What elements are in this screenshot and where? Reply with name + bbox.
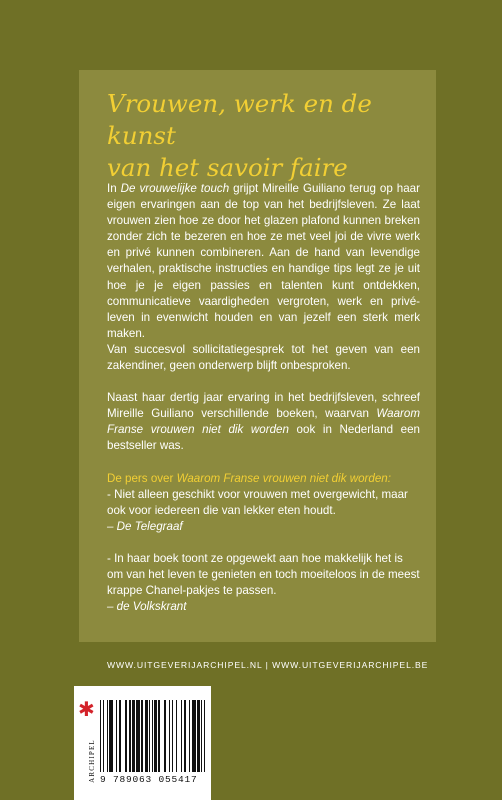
blurb-text: In (107, 182, 121, 195)
blurb-text: grijpt Mireille Guiliano terug op haar eigen ervaringen aan de top van het bedrijfsleven. Ze laat vrouwen zien hoe ze door het glazen plafond kunnen breken zonder zich te bezeren en hoe ze met veel joi de vivre werk en privé kunnen combineren. Aan de hand van levendige verhalen, praktische instructies en handige tips legt ze je uit hoe je je eigen passies en talenten kunt ontdekken, communicatieve vaardigheden vergroten, werk en privé-leven in evenwicht houden en van jezelf een sterk merk maken. (107, 182, 420, 340)
blurb-text: ook in Nederland een bestseller was. (107, 423, 420, 453)
blurb (107, 181, 420, 615)
press-heading (107, 471, 420, 487)
blurb-paragraph-2: Van succesvol sollicitatiegesprek tot het geven van een zakendiner, geen onderwerp blijft onbesproken. (107, 342, 420, 373)
book-title: De vrouwelijke touch (120, 182, 230, 195)
barcode (100, 700, 205, 772)
barcode-number: 9 789063 055417 (100, 774, 198, 785)
blurb-paragraph-1 (107, 181, 420, 342)
press-quote-2: - In haar boek toont ze opgewekt aan hoe makkelijk het is om van het leven te genieten en toch moeiteloos in de meest krappe Chanel-pakjes te passen. (107, 551, 420, 598)
press-source-1: – De Telegraaf (107, 519, 183, 533)
press-heading-title: Waarom Franse vrouwen niet dik worden: (176, 471, 391, 485)
blurb-text: Naast haar dertig jaar ervaring in het bedrijfsleven, schreef Mireille Guiliano verschillende boeken, waarvan (107, 391, 420, 421)
press-heading-text: De pers over (107, 471, 177, 485)
headline-line-2: van het savoir faire (107, 153, 348, 182)
publisher-star-icon: ✱ (78, 697, 95, 721)
barcode-bar (204, 700, 205, 772)
publisher-logo-text: ARCHIPEL (87, 739, 96, 783)
press-source-2: – de Volkskrant (107, 600, 187, 614)
publisher-urls: WWW.UITGEVERIJARCHIPEL.NL | WWW.UITGEVERIJARCHIPEL.BE (107, 660, 429, 670)
headline-line-1: Vrouwen, werk en de kunst (107, 89, 372, 150)
press-quote-1: - Niet alleen geschikt voor vrouwen met overgewicht, maar ook voor iedereen die van lekker eten houdt. (107, 487, 408, 517)
blurb-paragraph-3 (107, 390, 420, 454)
book-title: Waarom Franse vrouwen niet dik worden (107, 407, 420, 437)
headline (107, 88, 427, 184)
